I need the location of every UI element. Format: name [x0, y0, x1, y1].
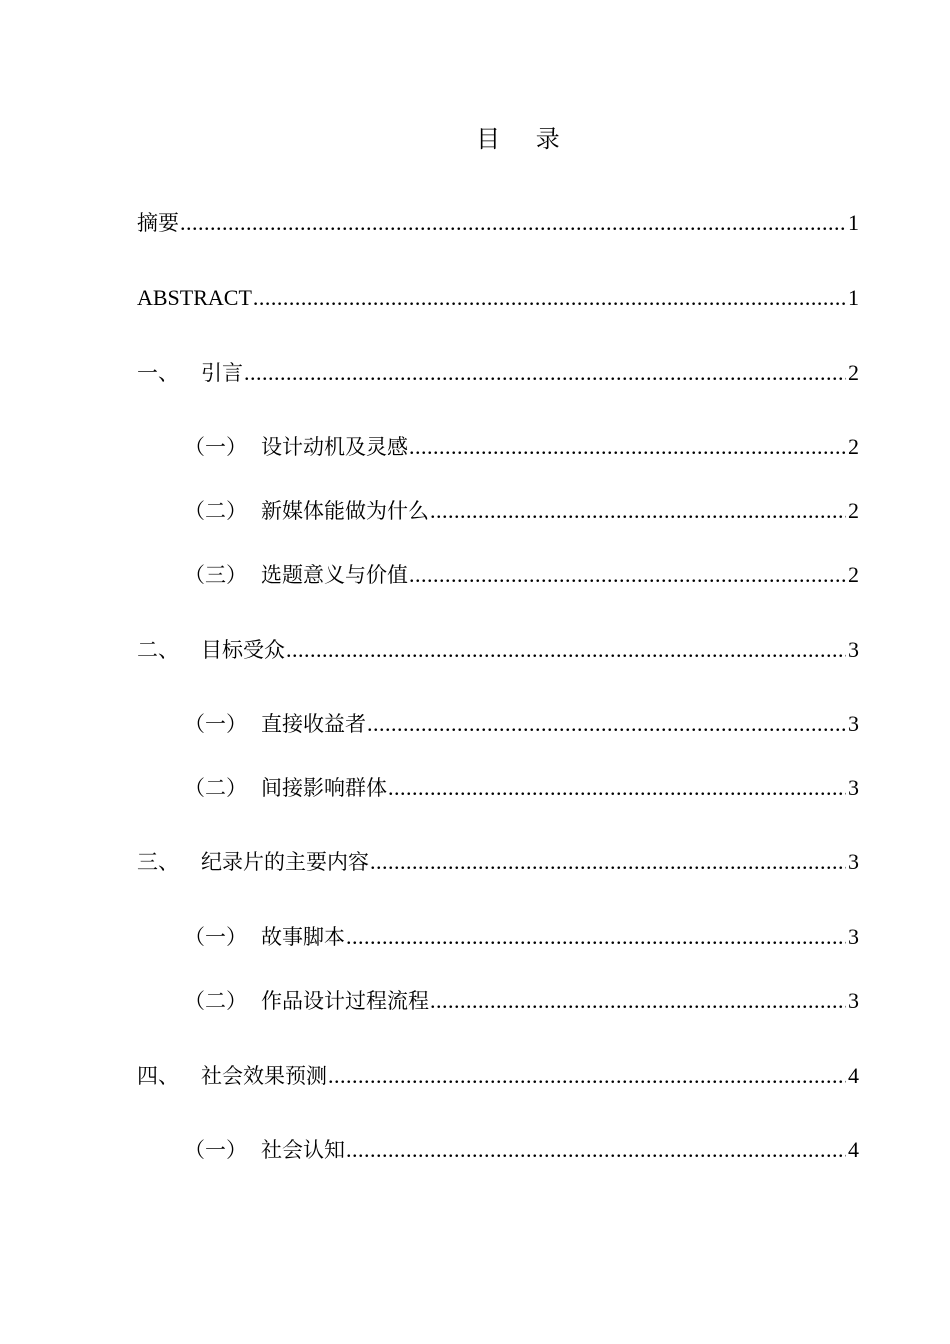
- toc-page-number: 2: [848, 562, 859, 587]
- toc-entry-abstract-en[interactable]: [137, 279, 859, 313]
- toc-page-number: 1: [848, 285, 859, 310]
- toc-page-number: 2: [848, 360, 859, 385]
- toc-entry-text: 纪录片的主要内容: [201, 850, 369, 874]
- toc-page-number: 3: [848, 849, 859, 874]
- toc-dot-leader: [370, 847, 846, 877]
- toc-entry-text: 社会效果预测: [201, 1064, 327, 1088]
- toc-entry-number: 四、: [137, 1064, 179, 1088]
- toc-title: 目 录: [476, 125, 574, 153]
- toc-entry-text: 新媒体能做为什么: [261, 499, 429, 523]
- toc-entry-number: （二）: [184, 776, 247, 800]
- toc-entry-direct-beneficiaries[interactable]: [184, 705, 859, 739]
- toc-entry-text: 引言: [201, 361, 243, 385]
- toc-entry-number: （一）: [184, 435, 247, 459]
- toc-dot-leader: [253, 283, 846, 313]
- toc-dot-leader: [430, 496, 846, 526]
- toc-entry-social-cognition[interactable]: [184, 1131, 859, 1165]
- toc-entry-number: （二）: [184, 989, 247, 1013]
- toc-dot-leader: [346, 1135, 846, 1165]
- toc-entry-number: 一、: [137, 361, 179, 385]
- toc-page-number: 2: [848, 498, 859, 523]
- toc-dot-leader: [409, 432, 846, 462]
- toc-entry-number: （二）: [184, 499, 247, 523]
- toc-entry-text: 社会认知: [261, 1138, 345, 1162]
- toc-entry-number: （一）: [184, 1138, 247, 1162]
- toc-dot-leader: [328, 1061, 846, 1091]
- toc-page-number: 3: [848, 711, 859, 736]
- toc-entry-introduction[interactable]: [137, 354, 859, 388]
- toc-entry-target-audience[interactable]: [137, 631, 859, 665]
- toc-entry-design-process[interactable]: [184, 982, 859, 1016]
- toc-dot-leader: [409, 560, 846, 590]
- toc-entry-topic-significance[interactable]: [184, 556, 859, 590]
- toc-entry-new-media[interactable]: [184, 492, 859, 526]
- toc-entry-number: （一）: [184, 712, 247, 736]
- toc-entry-text: ABSTRACT: [137, 285, 252, 310]
- toc-dot-leader: [388, 773, 846, 803]
- toc-page-number: 3: [848, 988, 859, 1013]
- toc-page-number: 4: [848, 1137, 859, 1162]
- toc-page-number: 1: [848, 210, 859, 235]
- toc-dot-leader: [367, 709, 846, 739]
- toc-entry-text: 设计动机及灵感: [261, 435, 408, 459]
- toc-entry-text: 摘要: [137, 211, 179, 235]
- toc-dot-leader: [244, 358, 846, 388]
- toc-entry-text: 间接影响群体: [261, 776, 387, 800]
- toc-entry-design-motivation[interactable]: [184, 428, 859, 462]
- toc-page-number: 2: [848, 434, 859, 459]
- toc-entry-text: 直接收益者: [261, 712, 366, 736]
- toc-entry-story-script[interactable]: [184, 918, 859, 952]
- toc-entry-text: 选题意义与价值: [261, 563, 408, 587]
- toc-entry-social-effect[interactable]: [137, 1057, 859, 1091]
- toc-page-number: 4: [848, 1063, 859, 1088]
- toc-entry-number: （三）: [184, 563, 247, 587]
- toc-page-number: 3: [848, 924, 859, 949]
- toc-entry-number: （一）: [184, 925, 247, 949]
- toc-entry-number: 二、: [137, 638, 179, 662]
- toc-dot-leader: [430, 986, 846, 1016]
- toc-entry-documentary-content[interactable]: [137, 843, 859, 877]
- toc-entry-indirect-groups[interactable]: [184, 769, 859, 803]
- toc-page-number: 3: [848, 637, 859, 662]
- toc-entry-text: 目标受众: [201, 638, 285, 662]
- toc-entry-text: 作品设计过程流程: [261, 989, 429, 1013]
- toc-entry-text: 故事脚本: [261, 925, 345, 949]
- toc-entry-number: 三、: [137, 850, 179, 874]
- toc-dot-leader: [346, 922, 846, 952]
- toc-dot-leader: [286, 635, 846, 665]
- toc-dot-leader: [180, 208, 846, 238]
- toc-page-number: 3: [848, 775, 859, 800]
- toc-entry-abstract-cn[interactable]: [137, 204, 859, 238]
